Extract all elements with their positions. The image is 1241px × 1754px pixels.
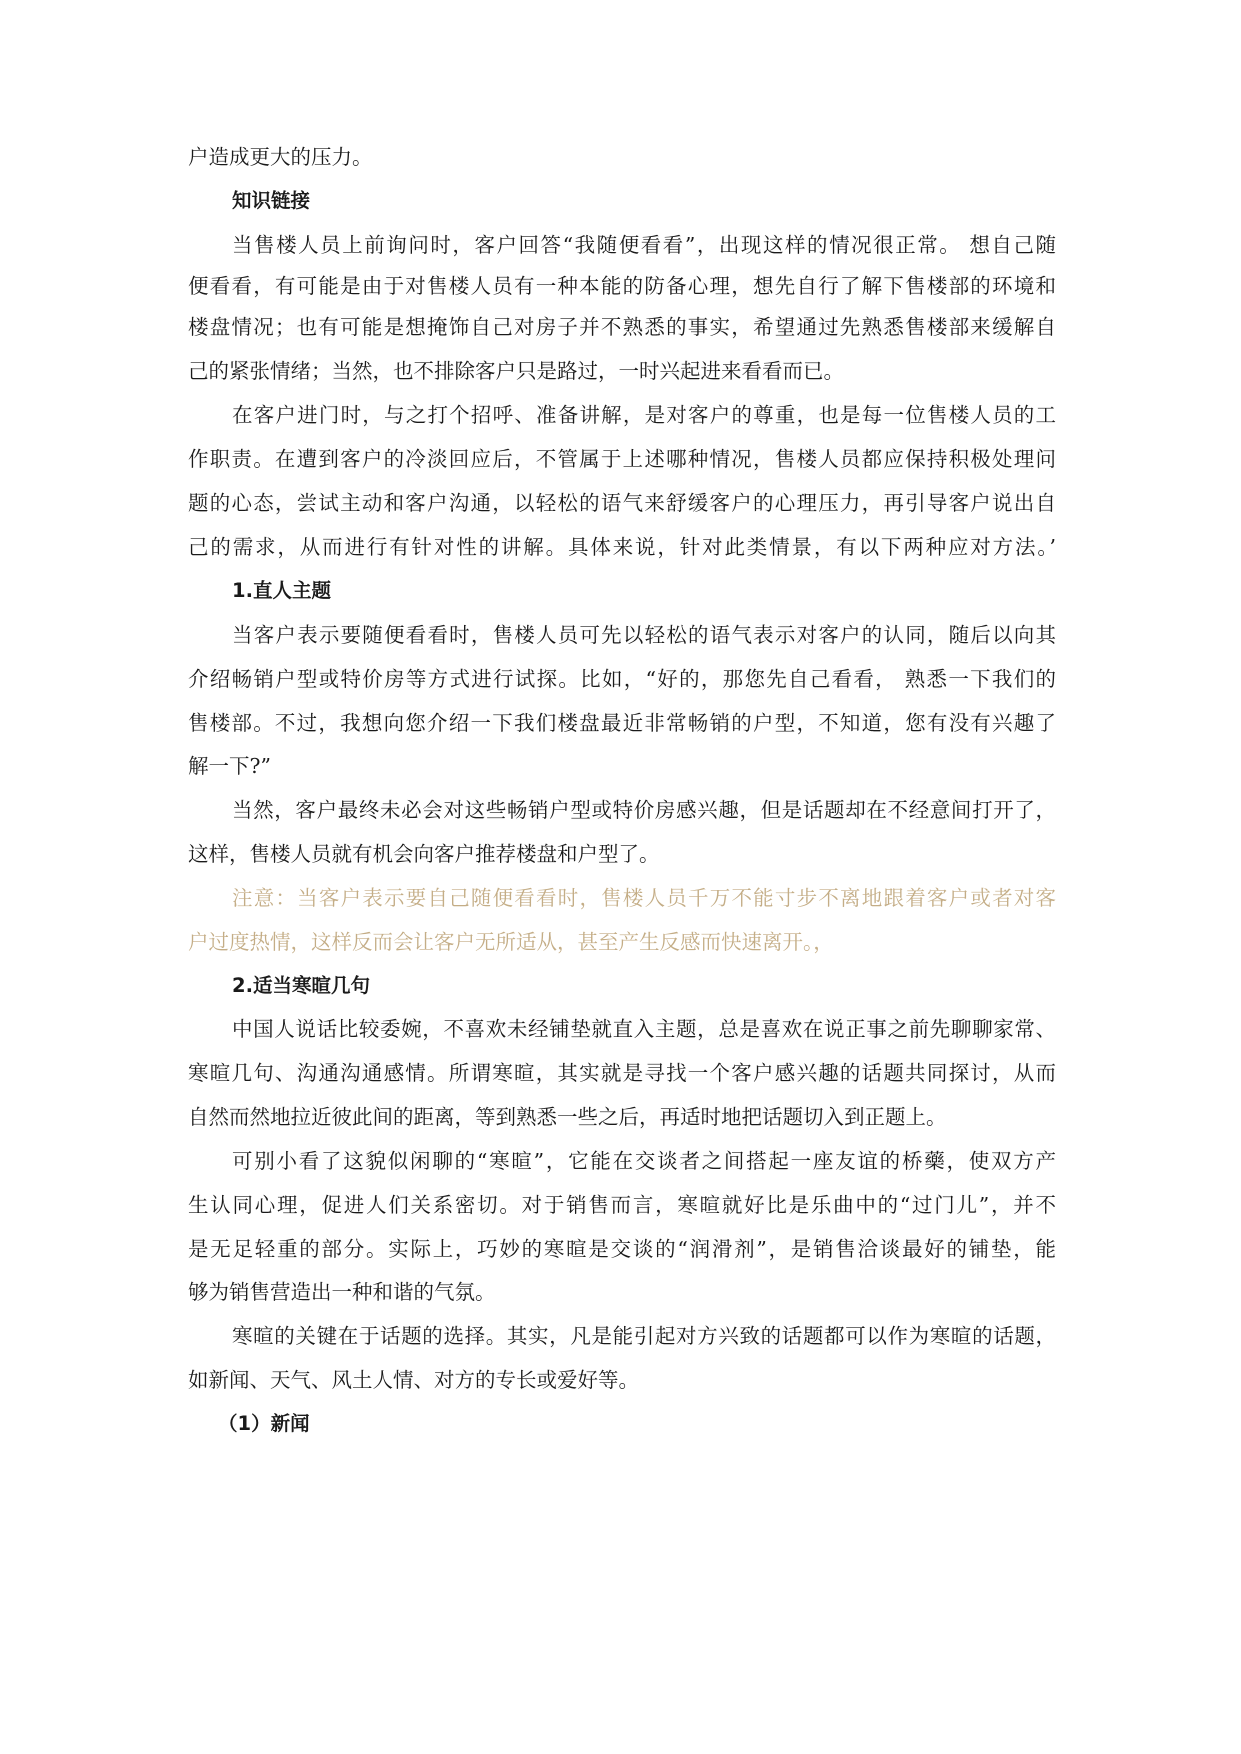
paragraph-line: 够为销售营造出一种和谐的气氛。 <box>188 1280 496 1304</box>
paragraph-line: 如新闻、天气、风土人情、对方的专长或爱好等。 <box>188 1368 639 1392</box>
paragraph-line: 寒暄几句、沟通沟通感情。所谓寒暄，其实就是寻找一个客户感兴趣的话题共同探讨，从而 <box>188 1061 1056 1085</box>
paragraph-line: 介绍畅销户型或特价房等方式进行试探。比如，“好的，那您先自己看看， 熟悉一下我们的 <box>188 667 1056 691</box>
paragraph-line: 在客户进门时，与之打个招呼、准备讲解，是对客户的尊重，也是每一位售楼人员的工 <box>232 403 1056 427</box>
paragraph-line: 寒暄的关键在于话题的选择。其实，凡是能引起对方兴致的话题都可以作为寒暄的话题， <box>232 1324 1056 1348</box>
paragraph-line: 己的需求，从而进行有针对性的讲解。具体来说，针对此类情景，有以下两种应对方法。’ <box>188 535 1056 559</box>
paragraph-line: 当然，客户最终未必会对这些畅销户型或特价房感兴趣，但是话题却在不经意间打开了， <box>232 798 1056 822</box>
paragraph-line: 生认同心理，促进人们关系密切。对于销售而言，寒暄就好比是乐曲中的“过门儿”，并不 <box>188 1193 1056 1217</box>
paragraph-line: 可别小看了这貌似闲聊的“寒暄”，它能在交谈者之间搭起一座友谊的桥藥，使双方产 <box>232 1149 1056 1173</box>
paragraph-line: 解一下?” <box>188 754 271 778</box>
subsection-heading-news: （1）新闻 <box>218 1412 310 1435</box>
note-line: 户过度热情，这样反而会让客户无所适从，甚至产生反感而快速离开。， <box>188 930 834 954</box>
paragraph-line: 便看看，有可能是由于对售楼人员有一种本能的防备心理，想先自行了解下售楼部的环境和 <box>188 274 1056 298</box>
paragraph-line: 作职责。在遭到客户的冷淡回应后，不管属于上述哪种情况，售楼人员都应保持积极处理问 <box>188 447 1056 471</box>
note-line: 注意：当客户表示要自己随便看看时，售楼人员千万不能寸步不离地跟着客户或者对客 <box>232 886 1056 910</box>
paragraph-line: 售楼部。不过，我想向您介绍一下我们楼盘最近非常畅销的户型，不知道，您有没有兴趣了 <box>188 711 1056 735</box>
paragraph-line: 己的紧张情绪；当然，也不排除客户只是路过，一时兴起进来看看而已。 <box>188 359 844 383</box>
paragraph-line: 自然而然地拉近彼此间的距离，等到熟悉一些之后，再适时地把话题切入到正题上。 <box>188 1105 947 1129</box>
paragraph-line: 是无足轻重的部分。实际上，巧妙的寒暄是交谈的“润滑剂”，是销售洽谈最好的铺垫，能 <box>188 1237 1056 1261</box>
paragraph-line: 中国人说话比较委婉，不喜欢未经铺垫就直入主题，总是喜欢在说正事之前先聊聊家常、 <box>232 1017 1056 1041</box>
section-heading-1: 1.直人主题 <box>232 579 331 602</box>
paragraph-line: 当客户表示要随便看看时，售楼人员可先以轻松的语气表示对客户的认同，随后以向其 <box>232 623 1056 647</box>
section-heading-knowledge-link: 知识链接 <box>232 189 311 212</box>
paragraph-line: 当售楼人员上前询问时，客户回答“我随便看看”，出现这样的情况很正常。 想自己随 <box>232 233 1056 257</box>
paragraph-line: 题的心态，尝试主动和客户沟通，以轻松的语气来舒缓客户的心理压力，再引导客户说出自 <box>188 491 1056 515</box>
paragraph-line: 户造成更大的压力。 <box>188 145 373 169</box>
paragraph-line: 楼盘情况；也有可能是想掩饰自己对房子并不熟悉的事实，希望通过先熟悉售楼部来缓解自 <box>188 315 1056 339</box>
section-heading-2: 2.适当寒暄几句 <box>232 974 370 997</box>
paragraph-line: 这样，售楼人员就有机会向客户推荐楼盘和户型了。 <box>188 842 660 866</box>
